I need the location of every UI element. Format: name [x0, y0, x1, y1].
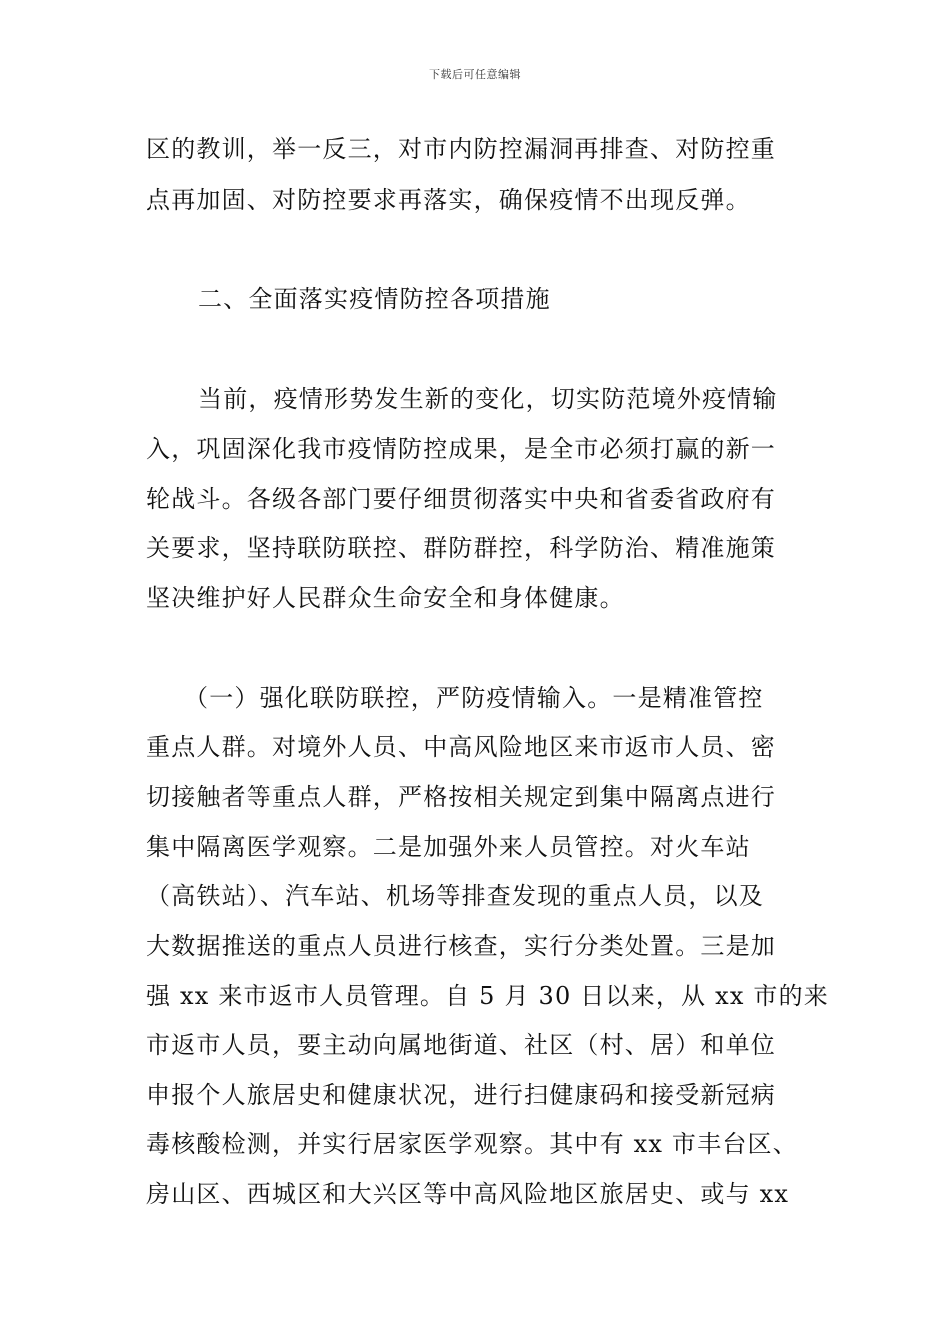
paragraph-line: 房山区、西城区和大兴区等中高风险地区旅居史、或与 xx: [146, 1180, 790, 1208]
paragraph-line: 大数据推送的重点人员进行核查，实行分类处置。三是加: [146, 932, 776, 960]
paragraph-line: 点再加固、对防控要求再落实，确保疫情不出现反弹。: [146, 186, 751, 214]
paragraph-line: 轮战斗。各级各部门要仔细贯彻落实中央和省委省政府有: [146, 485, 776, 513]
section-heading: 二、全面落实疫情防控各项措施: [198, 285, 551, 313]
paragraph-line: （一）强化联防联控，严防疫情输入。一是精准管控: [184, 684, 764, 712]
paragraph-line: 重点人群。对境外人员、中高风险地区来市返市人员、密: [146, 733, 776, 761]
download-note: 下载后可任意编辑: [429, 68, 521, 81]
paragraph-line: （高铁站）、汽车站、机场等排查发现的重点人员，以及: [146, 882, 764, 910]
paragraph-line: 毒核酸检测，并实行居家医学观察。其中有 xx 市丰台区、: [146, 1130, 798, 1158]
paragraph-line: 关要求，坚持联防联控、群防群控，科学防治、精准施策: [146, 534, 776, 562]
paragraph-line: 当前，疫情形势发生新的变化，切实防范境外疫情输: [198, 385, 778, 413]
paragraph-line: 集中隔离医学观察。二是加强外来人员管控。对火车站: [146, 833, 751, 861]
paragraph-line: 申报个人旅居史和健康状况，进行扫健康码和接受新冠病: [146, 1081, 776, 1109]
paragraph-line: 坚决维护好人民群众生命安全和身体健康。: [146, 584, 625, 612]
paragraph-line: 市返市人员，要主动向属地街道、社区（村、居）和单位: [146, 1031, 776, 1059]
paragraph-line: 强 xx 来市返市人员管理。自 5 月 30 日以来，从 xx 市的来: [146, 982, 829, 1010]
paragraph-line: 入，巩固深化我市疫情防控成果，是全市必须打赢的新一: [146, 435, 776, 463]
paragraph-line: 切接触者等重点人群，严格按相关规定到集中隔离点进行: [146, 783, 776, 811]
paragraph-line: 区的教训，举一反三，对市内防控漏洞再排查、对防控重: [146, 135, 776, 163]
